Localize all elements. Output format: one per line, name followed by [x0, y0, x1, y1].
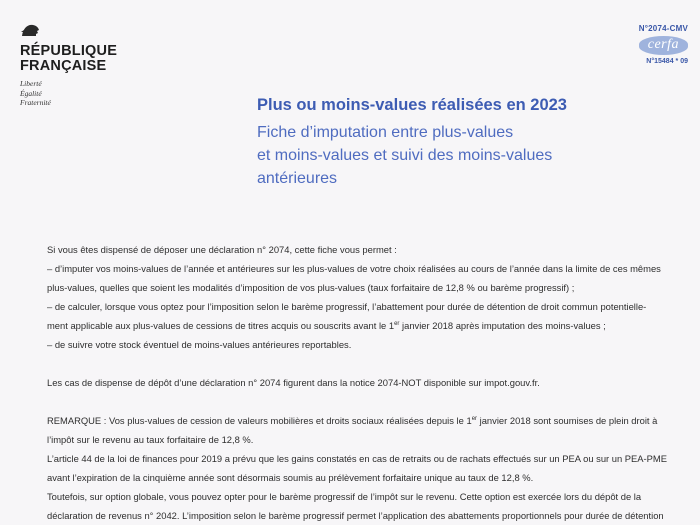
bullet-2-superscript: er: [394, 321, 400, 327]
remark-line-3: L’article 44 de la loi de finances pour 2019 a prévu que les gains constatés en cas de retraits ou de rachats effectués sur un PEA ou sur un PEA-PME: [47, 453, 667, 464]
bullet-2-text-a: ment applicable aux plus-values de cessions de titres acquis ou souscrits avant le 1: [47, 320, 395, 331]
body-text: [47, 240, 682, 525]
bullet-1-line-2: plus-values, quelles que soient les modalités d’imposition de vos plus-values (taux forfaitaire de 12,8 % ou barème progressif) ;: [47, 282, 575, 293]
remark-text-a: REMARQUE : Vos plus-values de cession de valeurs mobilières et droits sociaux réalisées depuis le 1: [47, 415, 472, 426]
remark-line-6: déclaration de revenus n° 2042. L’imposition selon le barème progressif permet l’application des abattements proportionnels pour durée de détention: [47, 510, 664, 521]
subtitle-line-3: antérieures: [257, 170, 338, 187]
remark-line-5: Toutefois, sur option globale, vous pouvez opter pour le barème progressif de l’impôt sur le revenu. Cette option est exercée lors du dépôt de la: [47, 491, 642, 502]
dispense-paragraph: Les cas de dispense de dépôt d’une déclaration n° 2074 figurent dans la notice 2074-NOT disponible sur impot.gouv.fr.: [47, 377, 540, 388]
bullet-2-line-1: – de calculer, lorsque vous optez pour l’imposition selon le barème progressif, l’abattement pour durée de détention de droit commun potentielle-: [47, 301, 647, 312]
republic-line-2: FRANÇAISE: [20, 58, 107, 74]
document-title: Plus ou moins-values réalisées en 2023: [257, 96, 567, 114]
cerfa-block: [608, 24, 688, 65]
motto-egalite: Égalité: [20, 88, 42, 98]
republic-line-1: RÉPUBLIQUE: [20, 43, 118, 59]
subtitle-line-1: Fiche d’imputation entre plus-values: [257, 124, 514, 141]
bullet-2-text-b: janvier 2018 après imputation des moins-values ;: [399, 320, 606, 331]
cerfa-number: N°15484 * 09: [646, 58, 688, 65]
remark-line-2: l’impôt sur le revenu au taux forfaitaire de 12,8 %.: [47, 434, 254, 445]
bullet-2-line-2: [47, 316, 682, 335]
remark-line-4: avant l’expiration de la cinquième année sont désormais soumis au prélèvement forfaitaire unique au taux de 12,8 %.: [47, 472, 534, 483]
intro-paragraph: Si vous êtes dispensé de déposer une déclaration n° 2074, cette fiche vous permet :: [47, 244, 397, 255]
bullet-1-line-1: – d’imputer vos moins-values de l’année et antérieures sur les plus-values de votre choix réalisées au cours de l’année dans la limite de ces mêmes: [47, 263, 661, 274]
cerfa-logo-icon: cerfa: [639, 36, 688, 55]
motto-fraternite: Fraternité: [20, 98, 51, 107]
republic-motto: [20, 79, 51, 108]
form-number: N°2074-CMV: [638, 24, 688, 33]
bullet-3: – de suivre votre stock éventuel de moins-values antérieures reportables.: [47, 339, 352, 350]
remark-line-1: [47, 411, 682, 430]
remark-text-b: janvier 2018 sont soumises de plein droit à: [477, 415, 658, 426]
marianne-logo-icon: [20, 22, 42, 38]
remark-superscript: er: [471, 416, 478, 422]
subtitle-line-2: et moins-values et suivi des moins-values: [257, 147, 553, 164]
republique-francaise-title: [20, 44, 117, 74]
document-subtitle: [257, 121, 677, 190]
motto-liberte: Liberté: [20, 79, 42, 88]
